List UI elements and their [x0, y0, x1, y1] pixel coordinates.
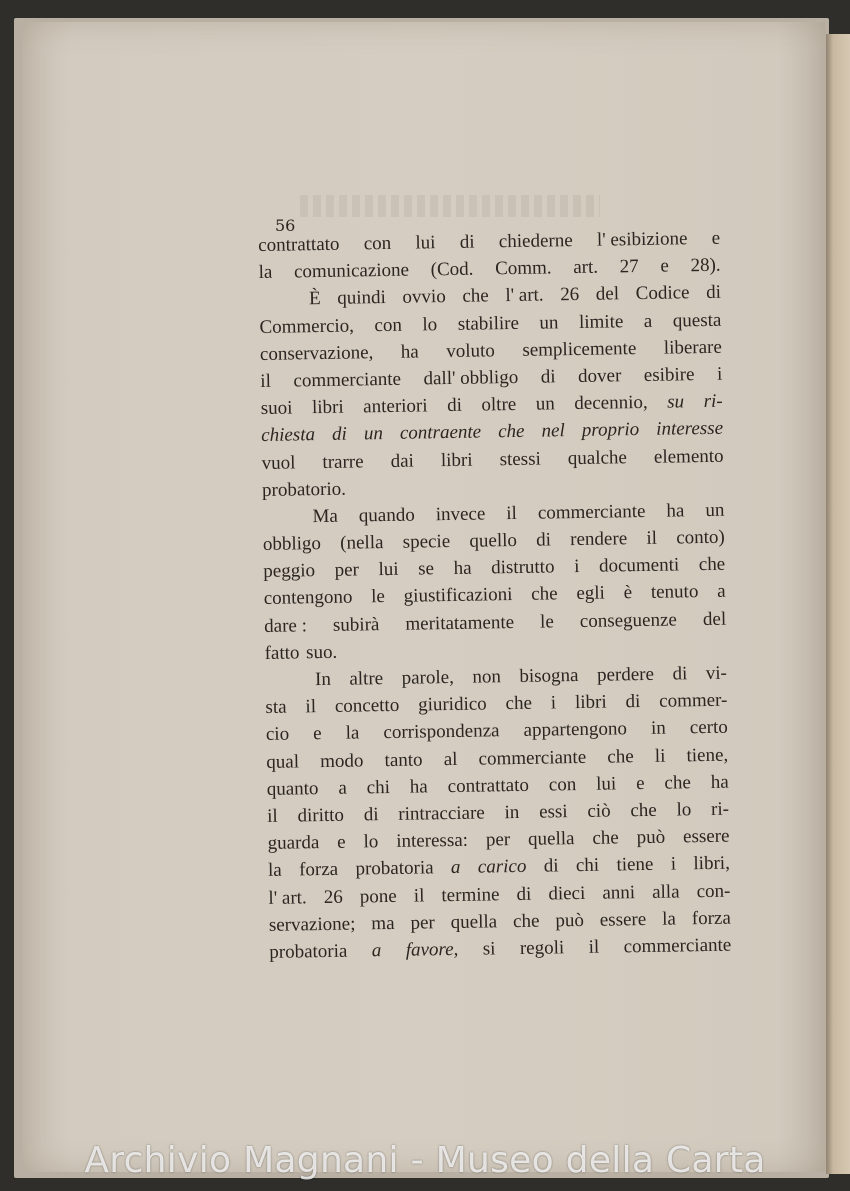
word: fatto: [264, 642, 300, 664]
word: di: [446, 394, 463, 417]
word: con: [363, 232, 392, 255]
word: il: [646, 527, 658, 549]
word: dai: [390, 450, 415, 472]
word: a: [450, 857, 461, 879]
word: corrispondenza: [383, 720, 500, 744]
word: 27: [619, 256, 639, 278]
word: si: [482, 938, 496, 960]
word: un: [363, 423, 384, 445]
word: art.: [573, 256, 599, 279]
word: conseguenze: [579, 609, 678, 632]
word: il: [260, 370, 272, 392]
show-through-text: [300, 195, 600, 217]
word: 26: [323, 886, 343, 908]
word: probatoria: [269, 940, 348, 963]
word: per: [410, 911, 435, 934]
word: a: [338, 777, 347, 799]
word: che: [630, 799, 657, 822]
word: carico: [477, 856, 527, 878]
word: ri-: [710, 798, 730, 820]
word: di: [540, 366, 556, 388]
word: l' art.: [268, 886, 307, 909]
word: li: [654, 745, 666, 767]
word: stessi: [499, 448, 541, 470]
word: commerciante: [537, 500, 646, 524]
word: con: [374, 314, 403, 336]
word: termine: [441, 883, 500, 906]
word: può: [636, 826, 666, 849]
word: ovvio: [402, 286, 446, 309]
word: peggio: [263, 560, 316, 583]
word: di: [331, 423, 347, 446]
word: commerciante: [478, 746, 587, 770]
word: questa: [672, 309, 722, 332]
word: probatorio.: [261, 478, 347, 501]
word: nel: [541, 420, 565, 442]
word: tiene: [616, 854, 654, 876]
word: in: [650, 718, 666, 740]
word: e: [337, 831, 346, 853]
word: suoi: [260, 397, 293, 420]
word: il: [413, 884, 425, 907]
word: appartengono: [523, 718, 628, 742]
word: commerciante: [623, 934, 732, 958]
word: a: [717, 581, 726, 603]
word: rendere: [570, 528, 628, 551]
word: elemento: [653, 445, 724, 468]
word: interesse: [656, 418, 724, 441]
word: lui: [378, 559, 399, 581]
word: In: [314, 668, 332, 691]
word: chiederne: [498, 230, 573, 253]
word: un: [535, 393, 555, 415]
word: oltre: [481, 394, 517, 416]
word: qualche: [567, 446, 628, 469]
word: altre: [349, 668, 384, 690]
word: che: [592, 827, 619, 849]
word: il: [267, 805, 278, 827]
word: stabilire: [457, 312, 520, 335]
word: le: [371, 586, 386, 608]
word: libri: [440, 449, 473, 471]
word: a: [643, 310, 653, 332]
body-text: [258, 225, 731, 966]
word: ha: [453, 557, 472, 580]
word: libri,: [693, 852, 731, 875]
word: e: [711, 227, 721, 249]
word: sta: [265, 696, 287, 719]
word: favore,: [405, 938, 459, 961]
word: meritatamente: [405, 611, 515, 635]
word: lui: [595, 773, 617, 795]
word: decennio,: [574, 392, 648, 415]
word: (Cod.: [430, 258, 474, 281]
word: lo: [676, 799, 692, 821]
word: comunicazione: [293, 259, 410, 283]
word: quando: [358, 504, 415, 527]
word: se: [418, 558, 435, 580]
word: giuridico: [417, 693, 487, 716]
word: conservazione,: [259, 341, 374, 365]
word: ha: [710, 771, 729, 793]
word: È: [308, 288, 321, 310]
word: suo.: [305, 641, 338, 664]
word: dall' obbligo: [423, 366, 519, 390]
word: conto): [676, 526, 725, 549]
word: vi-: [705, 662, 728, 685]
word: guarda: [267, 832, 320, 855]
word: ha: [409, 776, 428, 798]
word: forza: [298, 859, 339, 881]
word: anteriori: [363, 395, 428, 418]
word: che: [512, 910, 540, 932]
word: quello: [469, 530, 518, 552]
word: di: [705, 282, 722, 304]
word: la: [267, 860, 282, 882]
word: di: [516, 883, 532, 905]
word: i: [716, 363, 723, 385]
word: forza: [691, 907, 731, 929]
word: obbligo: [262, 533, 322, 556]
word: pone: [359, 885, 397, 907]
word: e: [313, 723, 322, 745]
word: l' esibizione: [596, 228, 688, 251]
word: ma: [371, 912, 395, 934]
word: contraente: [399, 421, 482, 445]
word: che: [698, 553, 726, 576]
word: con-: [696, 880, 731, 902]
word: di: [672, 663, 688, 685]
word: esibire: [643, 364, 695, 386]
word: le: [539, 611, 554, 633]
word: del: [702, 608, 727, 630]
word: 26: [560, 284, 580, 306]
word: al: [443, 748, 458, 770]
word: dieci: [548, 882, 586, 905]
word: specie: [402, 531, 451, 553]
word: con: [548, 773, 577, 796]
word: in: [504, 801, 520, 824]
word: il: [506, 502, 518, 525]
word: limite: [578, 310, 624, 333]
word: ha: [400, 341, 419, 363]
word: commer-: [659, 689, 728, 712]
word: Commercio,: [259, 315, 355, 338]
word: interessa:: [396, 829, 469, 853]
page-number: 56: [275, 216, 296, 235]
word: (nella: [340, 532, 384, 554]
word: lui: [415, 232, 436, 254]
word: distrutto: [491, 556, 555, 579]
word: vuol: [261, 451, 296, 474]
word: contrattato: [258, 233, 340, 256]
word: rintracciare: [398, 802, 485, 825]
word: tanto: [384, 749, 423, 771]
word: che: [498, 421, 525, 443]
word: l' art.: [505, 284, 544, 307]
word: invece: [435, 503, 486, 526]
word: servazione;: [268, 913, 356, 936]
word: alla: [651, 880, 680, 903]
word: liberare: [663, 336, 722, 359]
word: su: [667, 391, 685, 413]
word: a: [371, 940, 382, 962]
word: tiene,: [686, 744, 729, 766]
word: giustificazioni: [403, 584, 513, 608]
word: quella: [527, 828, 575, 850]
word: il: [305, 696, 317, 718]
word: per: [485, 829, 511, 851]
word: chi: [575, 855, 600, 877]
word: contengono: [263, 587, 353, 610]
word: chiesta: [261, 424, 316, 447]
word: Comm.: [494, 257, 552, 280]
word: il: [588, 936, 600, 958]
word: lo: [422, 313, 438, 335]
word: tenuto: [650, 581, 699, 604]
word: trarre: [322, 450, 364, 473]
word: quanto: [266, 777, 319, 800]
word: certo: [689, 717, 728, 739]
word: essi: [538, 801, 568, 823]
word: essere: [599, 908, 647, 931]
word: può: [555, 909, 585, 932]
word: semplicemente: [522, 337, 637, 361]
word: di: [536, 529, 552, 551]
word: che: [462, 285, 489, 308]
word: i: [573, 556, 580, 578]
word: commerciante: [293, 368, 402, 392]
word: dover: [577, 365, 622, 387]
word: che: [664, 772, 691, 794]
word: essere: [682, 825, 730, 848]
word: un: [705, 499, 725, 521]
word: quella: [450, 911, 498, 933]
word: voluto: [446, 340, 496, 362]
word: dare :: [264, 614, 308, 637]
word: qual: [266, 750, 300, 773]
word: quindi: [337, 287, 387, 310]
word: la: [258, 261, 273, 284]
word: subirà: [332, 613, 380, 636]
word: documenti: [598, 554, 680, 577]
word: che: [607, 745, 634, 768]
word: di: [625, 691, 641, 713]
word: lo: [363, 831, 379, 853]
word: parole,: [401, 666, 455, 689]
word: probatoria: [355, 857, 434, 880]
word: proprio: [581, 419, 640, 442]
word: per: [334, 559, 360, 582]
adjacent-page-edge: [826, 34, 850, 1174]
word: ciò: [587, 800, 611, 822]
word: egli: [576, 583, 606, 605]
word: di: [363, 804, 379, 826]
word: che: [505, 692, 533, 715]
word: diritto: [297, 804, 345, 827]
word: è: [623, 582, 633, 604]
word: libri: [311, 396, 344, 419]
word: i: [550, 692, 557, 714]
word: ha: [666, 500, 685, 522]
word: 28).: [690, 254, 721, 277]
word: libri: [574, 691, 607, 714]
word: di: [459, 231, 475, 253]
word: cio: [265, 723, 290, 746]
word: un: [539, 311, 559, 334]
word: ri-: [703, 390, 723, 413]
word: concetto: [334, 695, 400, 718]
word: e: [660, 255, 669, 277]
word: bisogna: [519, 665, 579, 687]
watermark: Archivio Magnani - Museo della Carta: [84, 1140, 766, 1181]
word: di: [543, 855, 559, 877]
word: modo: [320, 749, 364, 772]
word: del: [595, 283, 620, 306]
word: e: [635, 772, 645, 794]
word: regoli: [519, 937, 565, 959]
word: non: [472, 666, 502, 688]
word: Ma: [312, 505, 338, 528]
word: la: [661, 908, 677, 930]
word: contrattato: [447, 774, 530, 797]
word: i: [670, 853, 677, 875]
word: che: [531, 583, 558, 606]
word: chi: [366, 776, 391, 799]
word: perdere: [596, 663, 655, 686]
word: la: [345, 722, 360, 745]
word: Codice: [635, 282, 690, 305]
word: anni: [602, 881, 636, 904]
